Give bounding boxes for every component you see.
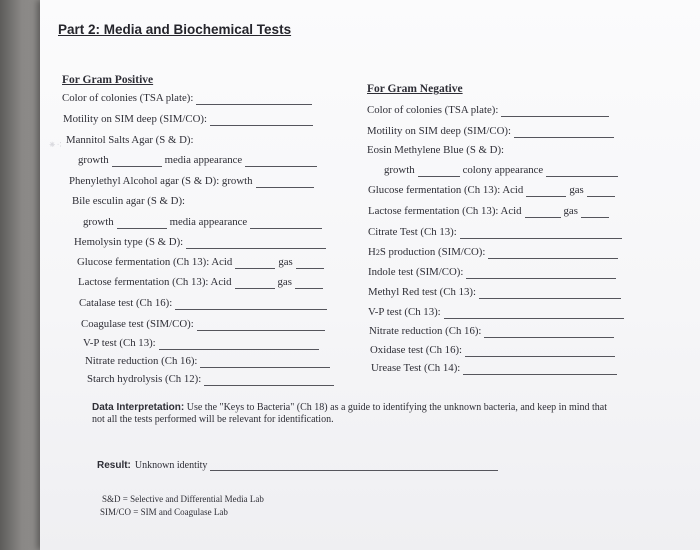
gn-methyl-red-label: Methyl Red test (Ch 13): xyxy=(368,286,476,298)
gram-negative-heading: For Gram Negative xyxy=(367,83,463,95)
gp-msa-media-label: media appearance xyxy=(164,154,243,166)
gp-bile-media-blank[interactable] xyxy=(250,218,322,229)
gn-motility-label: Motility on SIM deep (SIM/CO): xyxy=(367,125,511,137)
gn-urease-line xyxy=(371,362,617,375)
gp-motility-label: Motility on SIM deep (SIM/CO): xyxy=(63,113,207,125)
gn-emb-colony-label: colony appearance xyxy=(462,164,544,176)
gp-coagulase-blank[interactable] xyxy=(197,320,325,331)
gn-h2s-h: H xyxy=(368,246,376,258)
gp-glucose-line xyxy=(77,256,324,269)
gp-motility-blank[interactable] xyxy=(210,115,313,126)
gn-methyl-red-line xyxy=(368,286,621,299)
gp-bile-media-label: media appearance xyxy=(169,216,248,228)
gp-hemolysin-label: Hemolysin type (S & D): xyxy=(74,236,184,248)
gn-lactose-gas-label: gas xyxy=(563,205,578,217)
data-interpretation xyxy=(92,402,612,426)
gn-indole-blank[interactable] xyxy=(466,268,616,279)
gn-emb-detail-line xyxy=(384,164,618,177)
gn-urease-blank[interactable] xyxy=(463,364,617,375)
gp-lactose-gas-blank[interactable] xyxy=(295,278,323,289)
gp-vp-line xyxy=(83,337,319,350)
gn-oxidase-line xyxy=(370,344,615,357)
gn-nitrate-blank[interactable] xyxy=(484,327,614,338)
gp-bile-growth-label: growth xyxy=(83,216,114,228)
gn-lactose-gas-blank[interactable] xyxy=(581,207,609,218)
gn-tsa-label: Color of colonies (TSA plate): xyxy=(367,104,499,116)
gn-emb-growth-label: growth xyxy=(384,164,415,176)
gn-indole-label: Indole test (SIM/CO): xyxy=(368,266,464,278)
gp-motility-line xyxy=(63,113,313,126)
gn-tsa-line xyxy=(367,104,609,117)
gn-h2s-label: S production (SIM/CO): xyxy=(379,246,486,258)
gp-msa-growth-label: growth xyxy=(78,154,109,166)
gp-vp-label: V-P test (Ch 13): xyxy=(83,337,156,349)
gp-glucose-label: Glucose fermentation (Ch 13): Acid xyxy=(77,256,233,268)
gn-h2s-subscript: 2 xyxy=(375,248,380,257)
gp-msa-line xyxy=(66,134,193,147)
note-sd: S&D = Selective and Differential Media Lab xyxy=(102,494,264,504)
gn-glucose-label: Glucose fermentation (Ch 13): Acid xyxy=(368,184,524,196)
gp-starch-label: Starch hydrolysis (Ch 12): xyxy=(87,373,202,385)
gn-vp-blank[interactable] xyxy=(444,308,624,319)
gp-tsa-label: Color of colonies (TSA plate): xyxy=(62,92,194,104)
gn-nitrate-line xyxy=(369,325,614,338)
gn-emb-colony-blank[interactable] xyxy=(546,166,618,177)
gp-catalase-label: Catalase test (Ch 16): xyxy=(79,297,173,309)
gp-coagulase-line xyxy=(81,318,325,331)
interpretation-label: Data Interpretation: xyxy=(92,402,185,413)
gp-lactose-label: Lactose fermentation (Ch 13): Acid xyxy=(78,276,232,288)
gp-pea-label: Phenylethyl Alcohol agar (S & D): growth xyxy=(69,175,253,187)
gn-vp-label: V-P test (Ch 13): xyxy=(368,306,441,318)
gp-starch-blank[interactable] xyxy=(204,375,334,386)
result-text: Unknown identity xyxy=(134,460,208,471)
gn-nitrate-label: Nitrate reduction (Ch 16): xyxy=(369,325,482,337)
note-simco: SIM/CO = SIM and Coagulase Lab xyxy=(100,507,228,517)
gn-emb-label: Eosin Methylene Blue (S & D): xyxy=(367,144,505,156)
result-line xyxy=(97,460,498,471)
gn-h2s-blank[interactable] xyxy=(488,248,618,259)
page-title: Part 2: Media and Biochemical Tests xyxy=(58,22,292,37)
gn-emb-growth-blank[interactable] xyxy=(418,166,460,177)
gn-oxidase-blank[interactable] xyxy=(465,346,615,357)
gn-citrate-line xyxy=(368,226,622,239)
gn-motility-blank[interactable] xyxy=(514,127,614,138)
gp-lactose-acid-blank[interactable] xyxy=(235,278,275,289)
gn-lactose-line xyxy=(368,205,609,218)
gp-pea-line xyxy=(69,175,314,188)
gn-vp-line xyxy=(368,306,624,319)
gp-nitrate-line xyxy=(85,355,330,368)
gp-msa-detail-line xyxy=(78,154,317,167)
gn-emb-line xyxy=(367,144,504,157)
gp-glucose-gas-label: gas xyxy=(278,256,293,268)
gn-methyl-red-blank[interactable] xyxy=(479,288,621,299)
gn-glucose-line xyxy=(368,184,615,197)
gn-indole-line xyxy=(368,266,616,279)
gn-urease-label: Urease Test (Ch 14): xyxy=(371,362,461,374)
gp-hemolysin-blank[interactable] xyxy=(186,238,326,249)
gp-msa-growth-blank[interactable] xyxy=(112,156,162,167)
gp-tsa-blank[interactable] xyxy=(196,94,312,105)
gp-nitrate-label: Nitrate reduction (Ch 16): xyxy=(85,355,198,367)
gp-glucose-gas-blank[interactable] xyxy=(296,258,324,269)
gp-bile-line xyxy=(72,195,185,208)
gn-tsa-blank[interactable] xyxy=(501,106,609,117)
gn-citrate-blank[interactable] xyxy=(460,228,622,239)
gp-glucose-acid-blank[interactable] xyxy=(235,258,275,269)
gn-glucose-gas-blank[interactable] xyxy=(587,186,615,197)
gp-bile-detail-line xyxy=(83,216,322,229)
gn-motility-line xyxy=(367,125,614,138)
gn-h2s-line xyxy=(368,246,618,259)
gp-catalase-blank[interactable] xyxy=(175,299,327,310)
gram-positive-heading: For Gram Positive xyxy=(62,74,154,86)
gp-bile-label: Bile esculin agar (S & D): xyxy=(72,195,186,207)
gp-bile-growth-blank[interactable] xyxy=(117,218,167,229)
gn-lactose-label: Lactose fermentation (Ch 13): Acid xyxy=(368,205,522,217)
gp-catalase-line xyxy=(79,297,327,310)
gn-glucose-gas-label: gas xyxy=(569,184,584,196)
gp-lactose-gas-label: gas xyxy=(277,276,292,288)
gp-msa-media-blank[interactable] xyxy=(245,156,317,167)
gp-starch-line xyxy=(87,373,334,386)
interpretation-text: Use the "Keys to Bacteria" (Ch 18) as a guide to identifying the unknown bacteria, and keep in mind that not all the tests performed will be relevant for identification. xyxy=(92,402,608,425)
result-blank[interactable] xyxy=(210,460,498,471)
gp-lactose-line xyxy=(78,276,323,289)
gn-lactose-acid-blank[interactable] xyxy=(525,207,561,218)
gp-vp-blank[interactable] xyxy=(159,339,319,350)
gp-tsa-line xyxy=(62,92,312,105)
result-label: Result: xyxy=(97,460,131,471)
gp-msa-label: Mannitol Salts Agar (S & D): xyxy=(66,134,194,146)
gp-coagulase-label: Coagulase test (SIM/CO): xyxy=(81,318,194,330)
gp-pea-blank[interactable] xyxy=(256,177,314,188)
gn-glucose-acid-blank[interactable] xyxy=(526,186,566,197)
gn-oxidase-label: Oxidase test (Ch 16): xyxy=(370,344,463,356)
pen-mark: ⁕⁖ xyxy=(48,140,63,151)
gp-nitrate-blank[interactable] xyxy=(200,357,330,368)
gp-hemolysin-line xyxy=(74,236,326,249)
gn-citrate-label: Citrate Test (Ch 13): xyxy=(368,226,457,238)
